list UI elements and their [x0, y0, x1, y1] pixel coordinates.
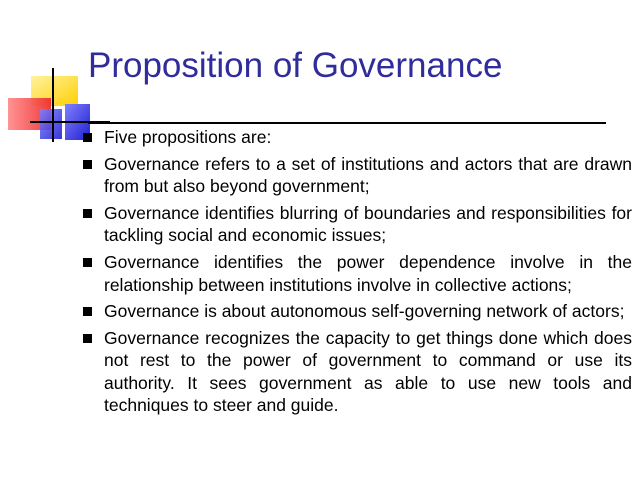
bullet-text: Governance refers to a set of institutions and actors that are drawn from but also beyond government;: [104, 153, 632, 197]
square-bullet-icon: [83, 307, 92, 316]
title-underline: [88, 122, 606, 124]
bullet-text: Five propositions are:: [104, 127, 272, 147]
bullet-item: [80, 153, 632, 198]
bullet-text: Governance is about autonomous self-governing network of actors;: [104, 301, 625, 322]
bullet-list: [80, 126, 632, 421]
blue-small-square: [40, 109, 62, 139]
bullet-text: Governance recognizes the capacity to get things done which does not rest to the power of government to command or use its authority. It sees government as able to use new tools and techniques to steer and guide.: [104, 327, 632, 416]
bullet-text: Governance identifies the power dependence involve in the relationship between institutions involve in collective actions;: [104, 252, 632, 295]
slide-title: Proposition of Governance: [88, 46, 503, 85]
bullet-item: [80, 202, 632, 247]
bullet-item: [80, 327, 632, 417]
square-bullet-icon: [83, 258, 92, 267]
bullet-item: [80, 126, 632, 149]
square-bullet-icon: [83, 133, 92, 142]
square-bullet-icon: [83, 334, 92, 343]
bullet-item: [80, 251, 632, 296]
bullet-item: [80, 300, 632, 323]
bullet-text: Governance identifies blurring of boundaries and responsibilities for tackling social and economic issues;: [104, 202, 632, 246]
square-bullet-icon: [83, 209, 92, 218]
square-bullet-icon: [83, 160, 92, 169]
